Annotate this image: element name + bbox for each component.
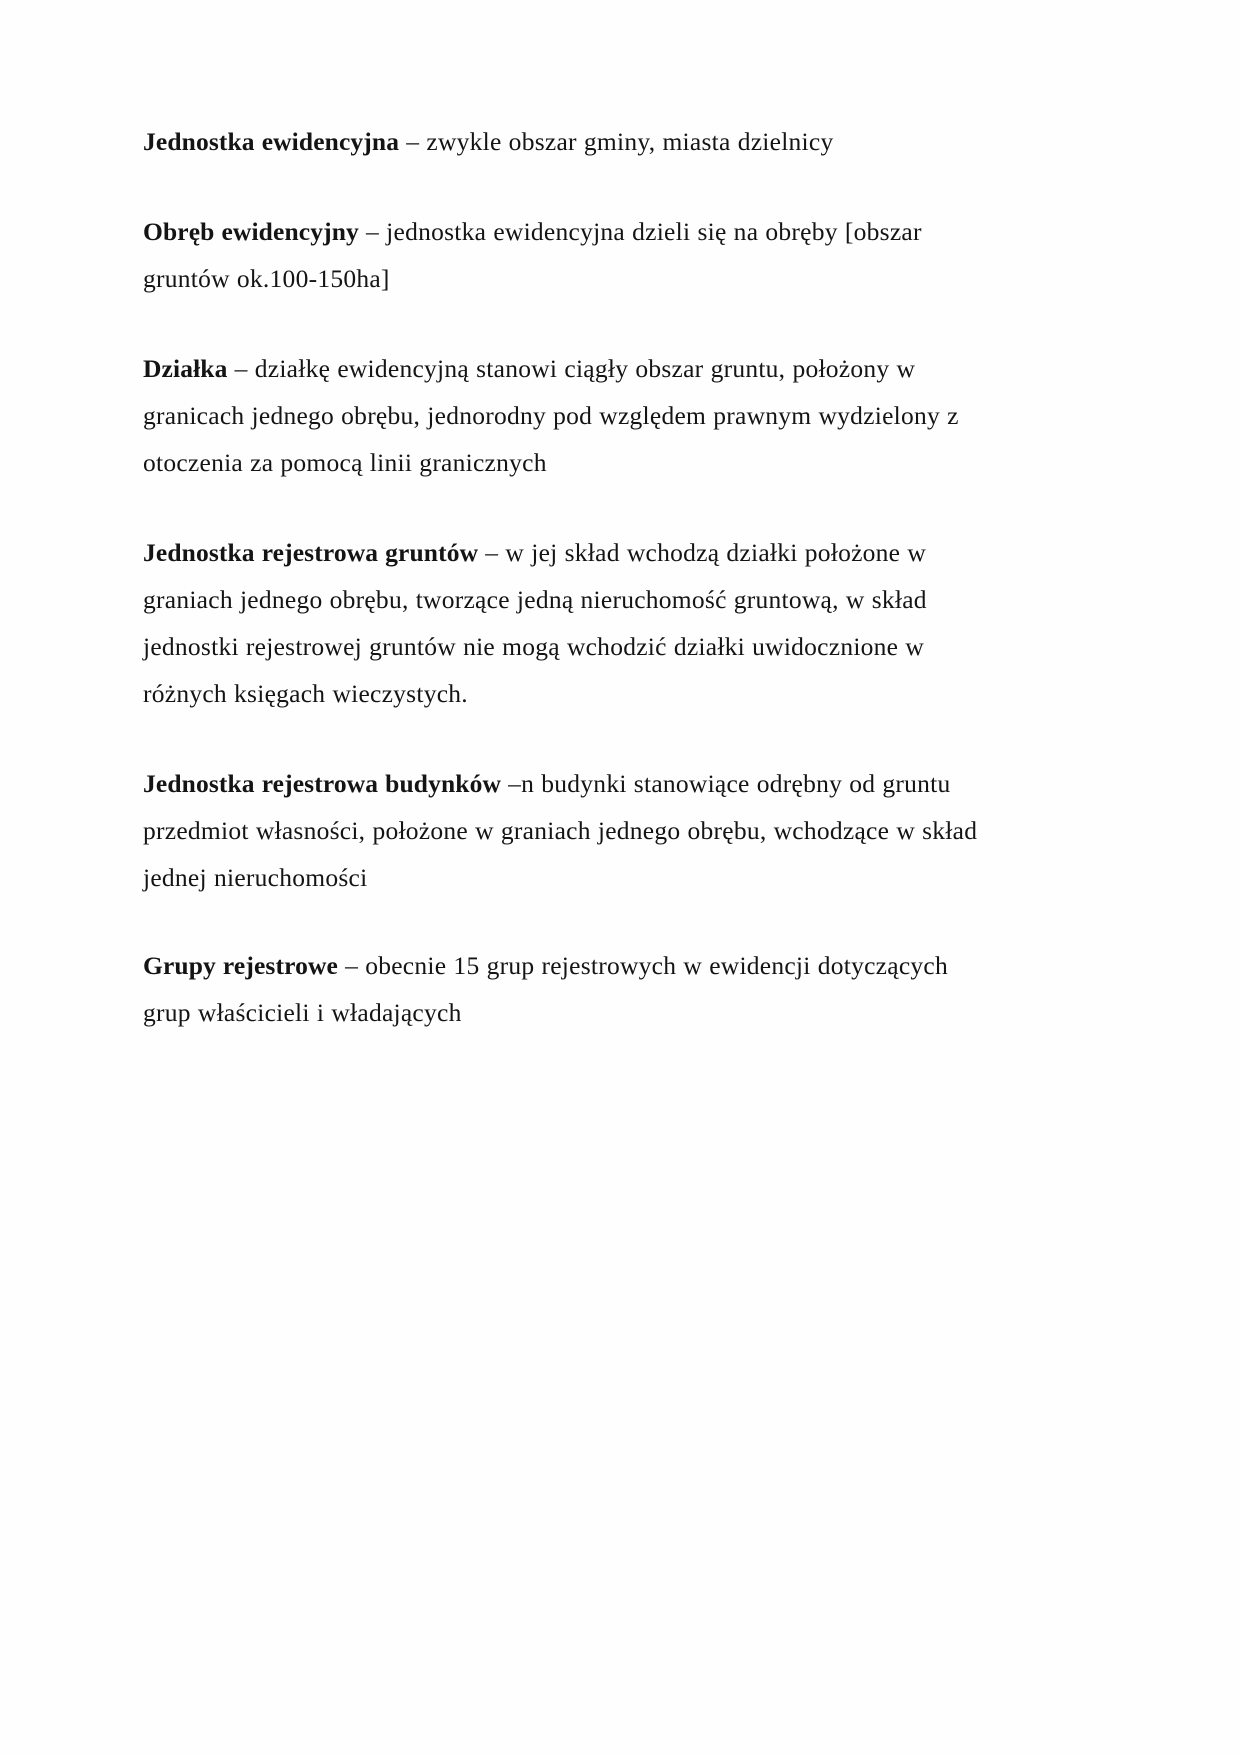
document-body: [143, 118, 998, 1036]
definition-jednostka-ewidencyjna: – zwykle obszar gminy, miasta dzielnicy: [399, 127, 834, 156]
definition-paragraph-jednostka-rejestrowa-gruntow: [143, 529, 998, 717]
term-jednostka-rejestrowa-gruntow: Jednostka rejestrowa gruntów: [143, 538, 479, 567]
definition-paragraph-jednostka-ewidencyjna: [143, 118, 998, 165]
definition-jednostka-rejestrowa-gruntow: – w jej skład wchodzą działki położone w graniach jednego obrębu, tworzące jedną nieruchomość gruntową, w skład jednostki rejestrowej gruntów nie mogą wchodzić działki uwidocznione w różnych księgach wieczystych.: [143, 538, 927, 708]
term-obreb-ewidencyjny: Obręb ewidencyjny: [143, 217, 359, 246]
definition-paragraph-grupy-rejestrowe: [143, 942, 998, 1036]
definition-jednostka-rejestrowa-budynkow: –n budynki stanowiące odrębny od gruntu przedmiot własności, położone w graniach jednego obrębu, wchodzące w skład jednej nieruchomości: [143, 769, 978, 892]
definition-paragraph-jednostka-rejestrowa-budynkow: [143, 760, 998, 901]
term-grupy-rejestrowe: Grupy rejestrowe: [143, 951, 338, 980]
term-dzialka: Działka: [143, 354, 228, 383]
term-jednostka-rejestrowa-budynkow: Jednostka rejestrowa budynków: [143, 769, 501, 798]
definition-dzialka: – działkę ewidencyjną stanowi ciągły obszar gruntu, położony w granicach jednego obrębu, jednorodny pod względem prawnym wydzielony z otoczenia za pomocą linii granicznych: [143, 354, 959, 477]
definition-paragraph-obreb-ewidencyjny: [143, 208, 998, 302]
term-jednostka-ewidencyjna: Jednostka ewidencyjna: [143, 127, 400, 156]
definition-obreb-ewidencyjny: – jednostka ewidencyjna dzieli się na obręby [obszar gruntów ok.100-150ha]: [143, 217, 922, 293]
definition-grupy-rejestrowe: – obecnie 15 grup rejestrowych w ewidencji dotyczących grup właścicieli i władających: [143, 951, 948, 1027]
definition-paragraph-dzialka: [143, 345, 998, 486]
